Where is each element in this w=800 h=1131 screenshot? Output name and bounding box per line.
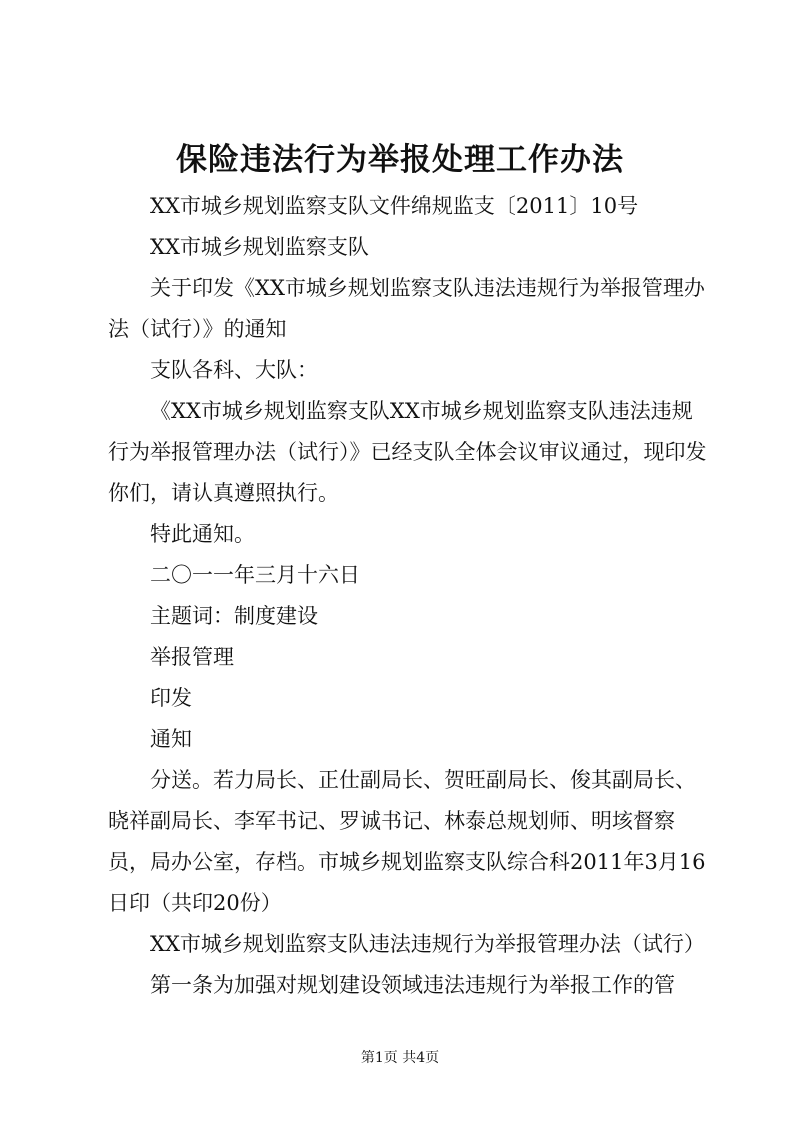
paragraph-file-number: XX市城乡规划监察支队文件绵规监支〔2011〕10号: [150, 194, 639, 218]
paragraph-keyword-notice: 通知: [150, 727, 192, 751]
paragraph-notice-body: 《XX市城乡规划监察支队XX市城乡规划监察支队违法违规行为举报管理办法（试行）》已经支队全体会议审议通过，现印发你们，请认真遵照执行。: [108, 399, 707, 505]
paragraph-measures-title: XX市城乡规划监察支队违法违规行为举报管理办法（试行）: [150, 932, 705, 956]
paragraph-keyword-issue: 印发: [150, 686, 192, 710]
paragraph-closing: 特此通知。: [150, 522, 255, 546]
paragraph-article-one: 第一条为加强对规划建设领域违法违规行为举报工作的管: [150, 973, 675, 997]
paragraph-distribution: 分送。若力局长、正仕副局长、贺旺副局长、俊其副局长、晓祥副局长、李军书记、罗诚书记、林泰总规划师、明垓督察员，局办公室，存档。市城乡规划监察支队综合科2011年3月16日印（共印20份）: [108, 768, 706, 915]
document-body: [108, 186, 708, 1006]
paragraph-keyword-report: 举报管理: [150, 645, 234, 669]
page-number-footer: 第1页 共4页: [360, 1050, 440, 1066]
paragraph-recipients: 支队各科、大队：: [150, 358, 318, 382]
document-title: 保险违法行为举报处理工作办法: [176, 142, 624, 178]
paragraph-notice-title: 关于印发《XX市城乡规划监察支队违法违规行为举报管理办法（试行）》的通知: [108, 276, 705, 341]
paragraph-subject-words: 主题词：制度建设: [150, 604, 318, 628]
paragraph-date: 二〇一一年三月十六日: [150, 563, 360, 587]
paragraph-issuer: XX市城乡规划监察支队: [150, 235, 369, 259]
